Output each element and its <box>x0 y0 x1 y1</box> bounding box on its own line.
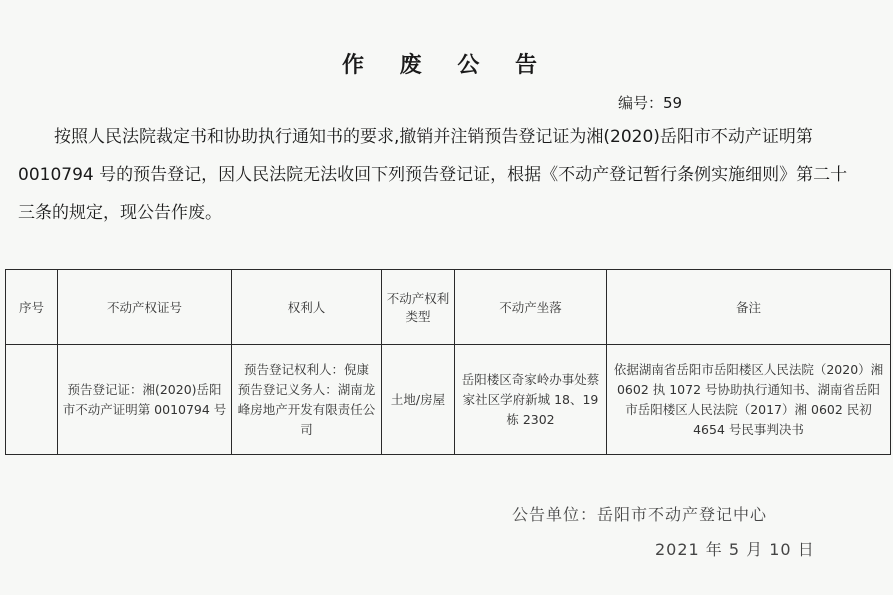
notice-number <box>618 92 682 113</box>
cell-location: 岳阳楼区奇家岭办事处蔡家社区学府新城 18、19 栋 2302 <box>455 345 607 455</box>
header-right-type: 不动产权利类型 <box>382 270 455 345</box>
notice-number-label: 编号： <box>618 94 664 112</box>
issue-date: 2021 年 5 月 10 日 <box>655 540 815 559</box>
notice-title: 作 废 公 告 <box>342 53 551 78</box>
issuing-unit: 公告单位：岳阳市不动产登记中心 <box>512 505 768 524</box>
notice-number-value: 59 <box>663 94 683 112</box>
notice-table <box>5 269 891 455</box>
cell-remarks: 依据湖南省岳阳市岳阳楼区人民法院（2020）湘 0602 执 1072 号协助执行通知书、湖南省岳阳市岳阳楼区人民法院（2017）湘 0602 民初 4654 号民事判决书 <box>607 345 891 455</box>
header-index: 序号 <box>6 270 58 345</box>
notice-body: 按照人民法院裁定书和协助执行通知书的要求,撤销并注销预告登记证为湘(2020)岳阳市不动产证明第 0010794 号的预告登记，因人民法院无法收回下列预告登记证，根据《不动产登记暂行条例实施细则》第二十三条的规定，现公告作废。 <box>18 127 848 223</box>
cell-right-holder: 预告登记权利人：倪康 预告登记义务人：湖南龙峰房地产开发有限责任公司 <box>232 345 382 455</box>
header-right-holder: 权利人 <box>232 270 382 345</box>
header-remarks: 备注 <box>607 270 891 345</box>
cell-index <box>6 345 58 455</box>
header-location: 不动产坐落 <box>455 270 607 345</box>
cell-right-type: 土地/房屋 <box>382 345 455 455</box>
table-header-row <box>6 270 891 345</box>
table-row <box>6 345 891 455</box>
header-certificate-number: 不动产权证号 <box>58 270 232 345</box>
cell-certificate-number: 预告登记证：湘(2020)岳阳市不动产证明第 0010794 号 <box>58 345 232 455</box>
